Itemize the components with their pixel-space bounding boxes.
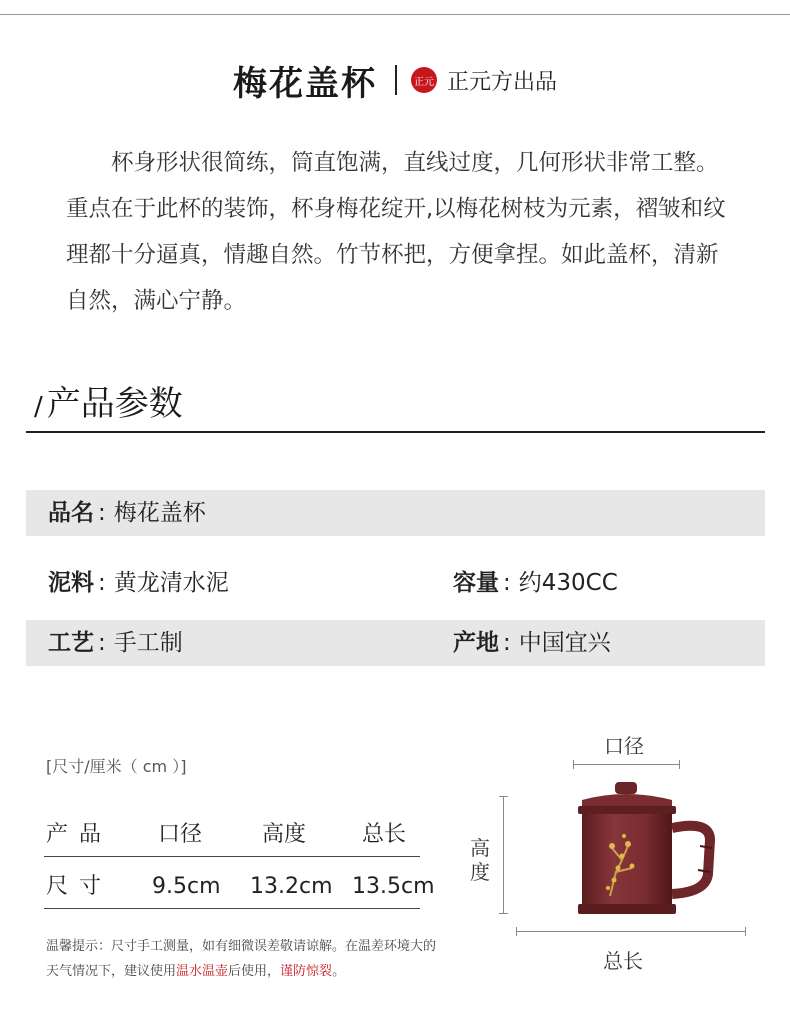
size-value-height: 13.2cm <box>250 874 333 899</box>
diameter-rule <box>573 764 680 765</box>
param-value: 黄龙清水泥 <box>113 570 229 596</box>
size-caption: [尺寸/厘米（ cm ）] <box>46 757 187 776</box>
param-key: 工艺 <box>48 630 94 656</box>
param-row-name <box>26 490 765 536</box>
param-value: 梅花盖杯 <box>113 500 206 526</box>
note-text: 后使用， <box>228 964 281 979</box>
cup-handle <box>672 826 710 894</box>
rule-tick <box>499 913 508 914</box>
cup-lid <box>582 794 672 806</box>
size-header-row <box>44 812 420 858</box>
cup-body <box>582 814 672 910</box>
param-value: 中国宜兴 <box>518 630 611 656</box>
top-divider <box>0 14 790 15</box>
section-title: 产品参数 <box>46 384 183 424</box>
param-colon: : <box>503 570 511 596</box>
param-colon: : <box>503 630 511 656</box>
description-text: 杯身形状很简练，筒直饱满，直线过度，几何形状非常工整。重点在于此杯的装饰，杯身梅花绽开,以梅花树枝为元素，褶皱和纹理都十分逼真，情趣自然。竹节杯把，方便拿捏。如此盖杯，清新自然，满心宁静。 <box>66 150 726 314</box>
product-description <box>66 140 734 324</box>
diagram-bottom-label: 总长 <box>603 949 643 973</box>
rule-tick <box>499 796 508 797</box>
param-row-craft <box>26 620 765 666</box>
rule-tick <box>745 927 746 936</box>
section-slash: / <box>34 392 43 422</box>
param-row-clay <box>26 560 765 606</box>
rule-tick <box>573 760 574 769</box>
size-header-diameter: 口径 <box>158 822 203 847</box>
size-row-label: 尺 寸 <box>46 874 103 899</box>
note-highlight: 谨防惊裂 <box>280 964 333 979</box>
rule-tick <box>679 760 680 769</box>
rule-tick <box>516 927 517 936</box>
title-row <box>0 58 790 102</box>
param-craft <box>48 620 183 666</box>
size-divider <box>44 908 420 909</box>
plum-blossom-cup-image <box>560 776 720 922</box>
note-highlight: 温水温壶 <box>176 964 229 979</box>
param-colon: : <box>98 500 106 526</box>
param-key: 容量 <box>453 570 499 596</box>
param-colon: : <box>98 570 106 596</box>
param-key: 泥料 <box>48 570 94 596</box>
brand-name: 正元方出品 <box>446 69 557 95</box>
page-title: 梅花盖杯 <box>232 63 377 104</box>
length-rule <box>516 931 746 932</box>
care-note <box>46 934 436 984</box>
size-value-row <box>44 864 435 910</box>
size-divider <box>44 856 420 857</box>
size-header-height: 高度 <box>262 822 307 847</box>
param-name <box>48 490 206 536</box>
size-table <box>44 812 435 910</box>
size-header-product: 产 品 <box>46 822 103 847</box>
size-value-diameter: 9.5cm <box>152 874 221 899</box>
section-heading <box>34 376 183 425</box>
title-separator <box>395 65 397 95</box>
note-text: 温馨提示：尺寸手工测量，如有细微误差敬请谅解。在温差环境大的天气情况下，建议使用 <box>46 939 437 979</box>
diagram-side-label: 高度 <box>470 836 490 884</box>
param-key: 品名 <box>48 500 94 526</box>
param-colon: : <box>98 630 106 656</box>
param-value: 手工制 <box>113 630 183 656</box>
diagram-top-label: 口径 <box>604 734 644 758</box>
param-key: 产地 <box>453 630 499 656</box>
param-value: 约430CC <box>518 570 618 596</box>
note-text: 。 <box>332 964 346 979</box>
size-header-length: 总长 <box>362 822 407 847</box>
size-value-length: 13.5cm <box>352 874 435 899</box>
brand-seal-icon: 正元 <box>411 67 437 93</box>
height-rule <box>503 796 504 914</box>
param-origin <box>453 620 611 666</box>
param-capacity <box>453 560 618 606</box>
lid-knob <box>615 782 637 794</box>
section-underline <box>26 431 765 433</box>
param-clay <box>48 560 229 606</box>
